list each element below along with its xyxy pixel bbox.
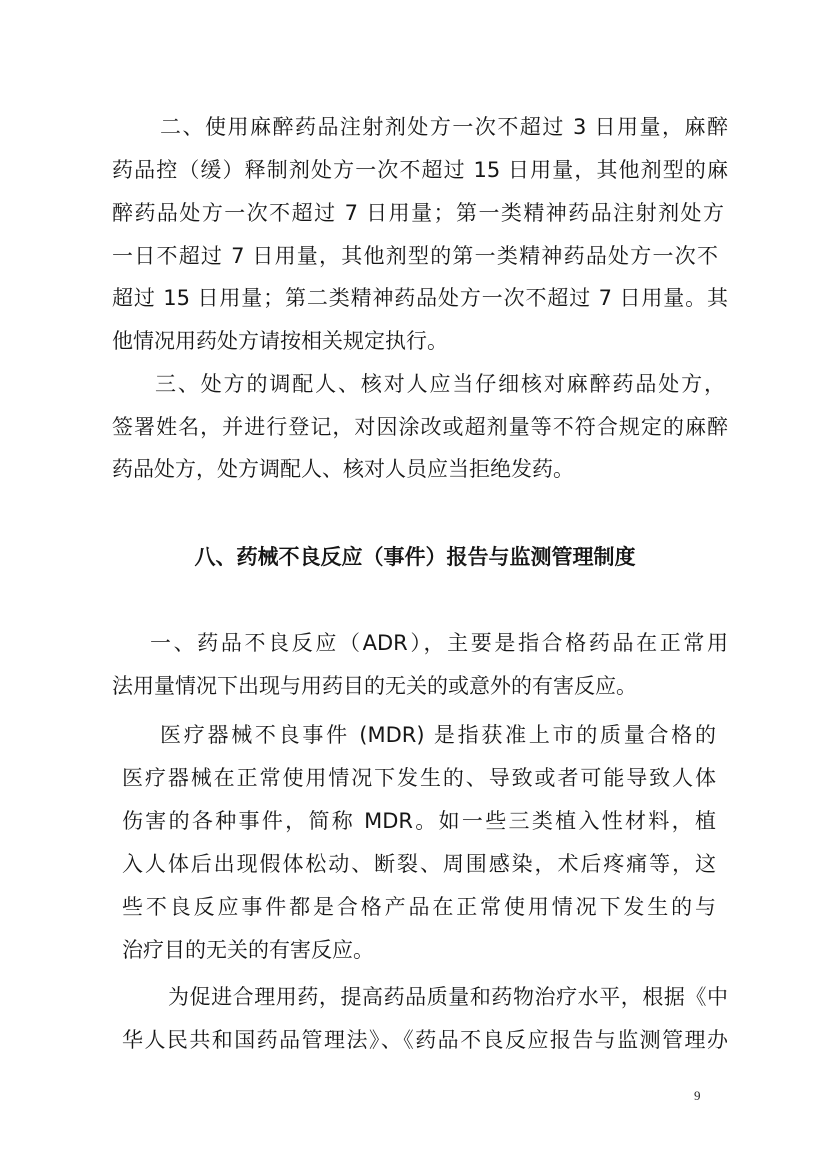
- paragraph-line: 药品控（缓）释制剂处方一次不超过 15 日用量，其他剂型的麻: [112, 158, 728, 182]
- page-number: 9: [694, 1088, 701, 1103]
- paragraph-line: 法用量情况下出现与用药目的无关的或意外的有害反应。: [112, 674, 637, 698]
- paragraph-line: 醉药品处方一次不超过 7 日用量；第一类精神药品注射剂处方: [112, 201, 724, 225]
- paragraph-line: 治疗目的无关的有害反应。: [122, 938, 374, 962]
- paragraph-line: 华人民共和国药品管理法》、《药品不良反应报告与监测管理办: [122, 1028, 728, 1052]
- paragraph-line: 三、处方的调配人、核对人应当仔细核对麻醉药品处方，: [155, 372, 725, 396]
- paragraph-line: 他情况用药处方请按相关规定执行。: [112, 329, 448, 353]
- paragraph-line: 签署姓名，并进行登记，对因涂改或超剂量等不符合规定的麻醉: [112, 415, 728, 439]
- paragraph-line: 些不良反应事件都是合格产品在正常使用情况下发生的与: [122, 895, 716, 919]
- section-heading: 八、药械不良反应（事件）报告与监测管理制度: [194, 545, 636, 569]
- paragraph-line: 伤害的各种事件，简称 MDR。如一些三类植入性材料，植: [122, 809, 716, 833]
- paragraph-line: 超过 15 日用量；第二类精神药品处方一次不超过 7 日用量。其: [112, 286, 728, 310]
- paragraph-line: 医疗器械在正常使用情况下发生的、导致或者可能导致人体: [122, 766, 716, 790]
- paragraph-line: 入人体后出现假体松动、断裂、周围感染，术后疼痛等，这: [122, 852, 716, 876]
- paragraph-line: 为促进合理用药，提高药品质量和药物治疗水平，根据《中: [168, 985, 728, 1009]
- paragraph-line: 药品处方，处方调配人、核对人员应当拒绝发药。: [112, 457, 574, 481]
- paragraph-line: 一、药品不良反应（ADR），主要是指合格药品在正常用: [150, 631, 728, 655]
- paragraph-line: 医疗器械不良事件 (MDR) 是指获准上市的质量合格的: [160, 723, 716, 747]
- paragraph-line: 一日不超过 7 日用量，其他剂型的第一类精神药品处方一次不: [112, 244, 718, 268]
- paragraph-line: 二、使用麻醉药品注射剂处方一次不超过 3 日用量，麻醉: [160, 115, 728, 139]
